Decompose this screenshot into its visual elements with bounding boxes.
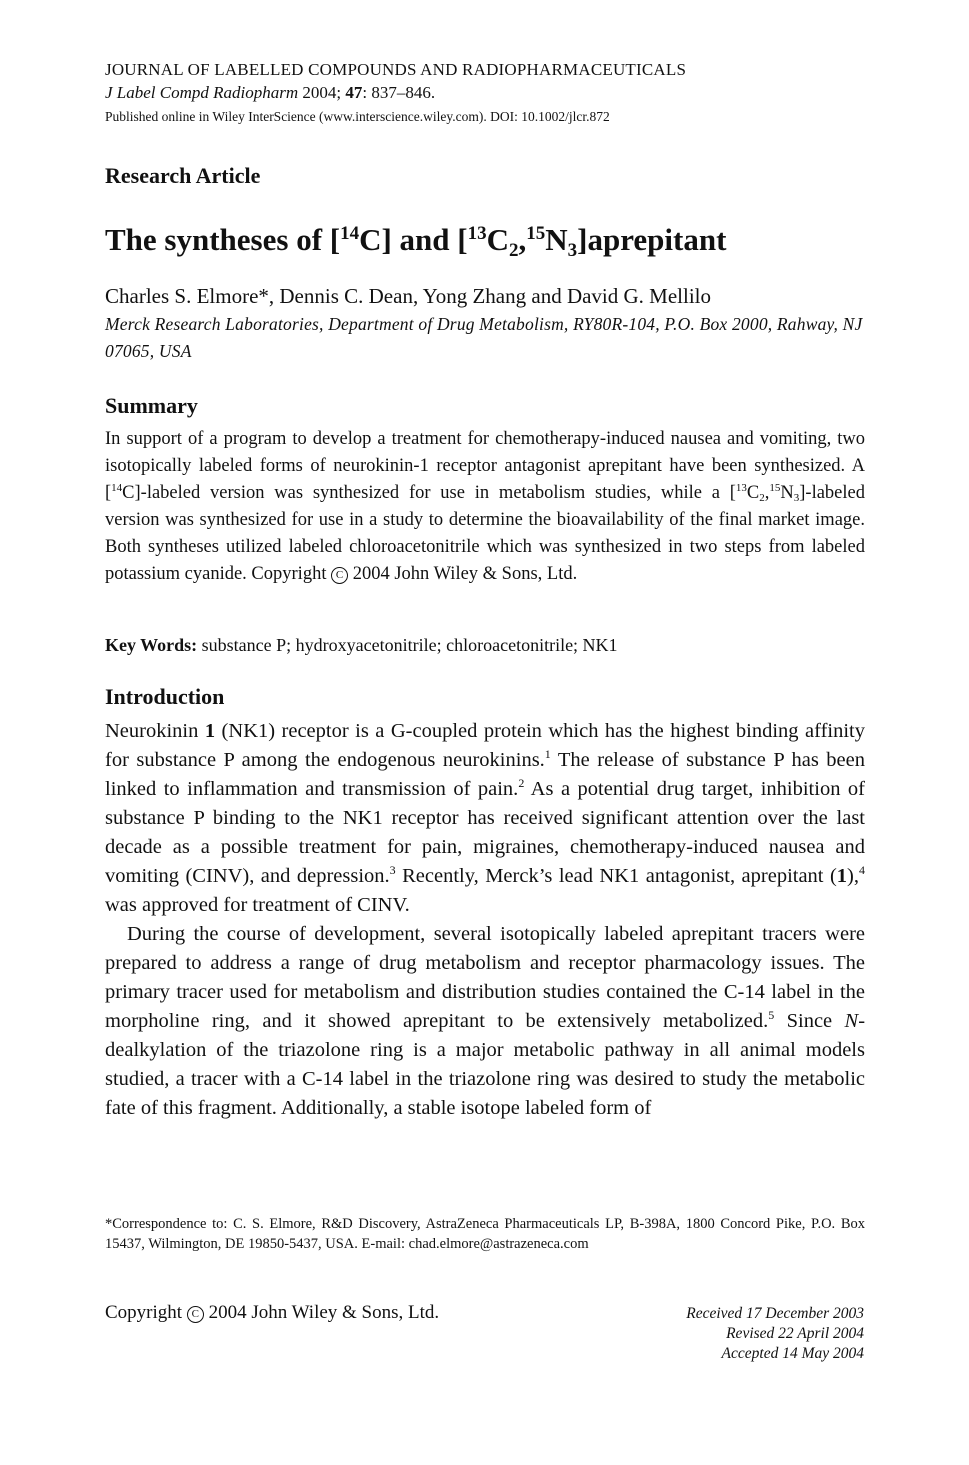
article-title: The syntheses of [$^{14}$C] and $[^{13}C_2,^{15}N_3]aprepitant$ xyxy=(105,222,727,261)
summary-heading: Summary xyxy=(105,393,198,418)
correspondence-footnote: *Correspondence to: C. S. Elmore, R&D Discovery, AstraZeneca Pharmaceuticals LP, B-398A, 1800 Concord Pike, P.O. Box 15437, Wilmington, DE 19850-5437, USA. E-mail: chad.elmore@astrazeneca.com xyxy=(105,1216,865,1252)
intro-paragraph-1: Neurokinin 1 (NK1) receptor is a G-coupled protein which has the highest binding affinity for substance P among the endogenous neurokinins.$^1$ The release of substance P has been linked to inflammation and transmission of pain.$^2$ As a potential drug target, inhibition of substance P binding to the NK1 receptor has received significant attention over the last decade as a possible treatment for pain, migraines, chemotherapy-induced nausea and vomiting (CINV), and depression.$^3$ Recently, Merck’s lead NK1 antagonist, aprepitant (1),$^4$ was approved for treatment of CINV. xyxy=(105,720,866,916)
citation-volume: 47 xyxy=(345,83,363,102)
reference-2[interactable]: 2 xyxy=(518,776,525,790)
journal-name: JOURNAL OF LABELLED COMPOUNDS AND RADIOPHARMACEUTICALS xyxy=(105,60,687,79)
revised-date: Revised 22 April 2004 xyxy=(726,1325,864,1342)
keywords xyxy=(105,632,865,658)
introduction-body xyxy=(105,717,865,1123)
reference-4[interactable]: 4 xyxy=(858,863,865,877)
article-type: Research Article xyxy=(105,163,261,188)
citation-pages: : 837–846. xyxy=(362,83,436,102)
citation-year: 2004; xyxy=(298,83,346,102)
keywords-text: substance P; hydroxyacetonitrile; chloroacetonitrile; NK1 xyxy=(201,635,618,655)
introduction-heading: Introduction xyxy=(105,684,225,709)
summary-text: In support of a program to develop a treatment for chemotherapy-induced nausea and vomiting, two isotopically labeled forms of neurokinin-1 receptor antagonist aprepitant have been synthesized. A [$^{14}$C]-labeled version was synthesized for use in metabolism studies, while a $[^{13}C_2,^{15}N_3]$-labeled version was synthesized for use in a study to determine the bioavailability of the final market image. Both syntheses utilized labeled chloroacetonitrile which was synthesized in two steps from labeled potassium cyanide. Copyright C 2004 John Wiley & Sons, Ltd. xyxy=(105,429,865,584)
reference-5[interactable]: 5 xyxy=(768,1008,775,1022)
reference-3[interactable]: 3 xyxy=(389,863,396,877)
published-online: Published online in Wiley InterScience (www.interscience.wiley.com). DOI: 10.1002/jlcr.872 xyxy=(105,109,610,124)
keywords-label: Key Words: xyxy=(105,635,198,655)
reference-1[interactable]: 1 xyxy=(544,747,551,761)
affiliation: Merck Research Laboratories, Department of Drug Metabolism, RY80R-104, P.O. Box 2000, Rahway, NJ 07065, USA xyxy=(105,314,863,361)
copyright-icon: C xyxy=(331,567,348,584)
intro-paragraph-2: During the course of development, several isotopically labeled aprepitant tracers were prepared to address a range of drug metabolism and receptor pharmacology issues. The primary tracer used for metabolism and distribution studies contained the C-14 label in the morpholine ring, and it showed aprepitant to be extensively metabolized.$^5$ Since N-dealkylation of the triazolone ring is a major metabolic pathway in all animal models studied, a tracer with a C-14 label in the triazolone ring was desired to study the metabolic fate of this fragment. Additionally, a stable isotope labeled form of xyxy=(105,923,866,1119)
received-date: Received 17 December 2003 xyxy=(686,1305,864,1322)
journal-abbrev: J Label Compd Radiopharm xyxy=(105,83,299,102)
accepted-date: Accepted 14 May 2004 xyxy=(721,1345,864,1362)
authors: Charles S. Elmore*, Dennis C. Dean, Yong Zhang and David G. Mellilo xyxy=(105,284,712,308)
copyright-icon: C xyxy=(187,1306,204,1323)
citation xyxy=(105,83,865,103)
footer-copyright: Copyright C 2004 John Wiley & Sons, Ltd. xyxy=(105,1302,440,1323)
article-dates xyxy=(686,1304,864,1364)
